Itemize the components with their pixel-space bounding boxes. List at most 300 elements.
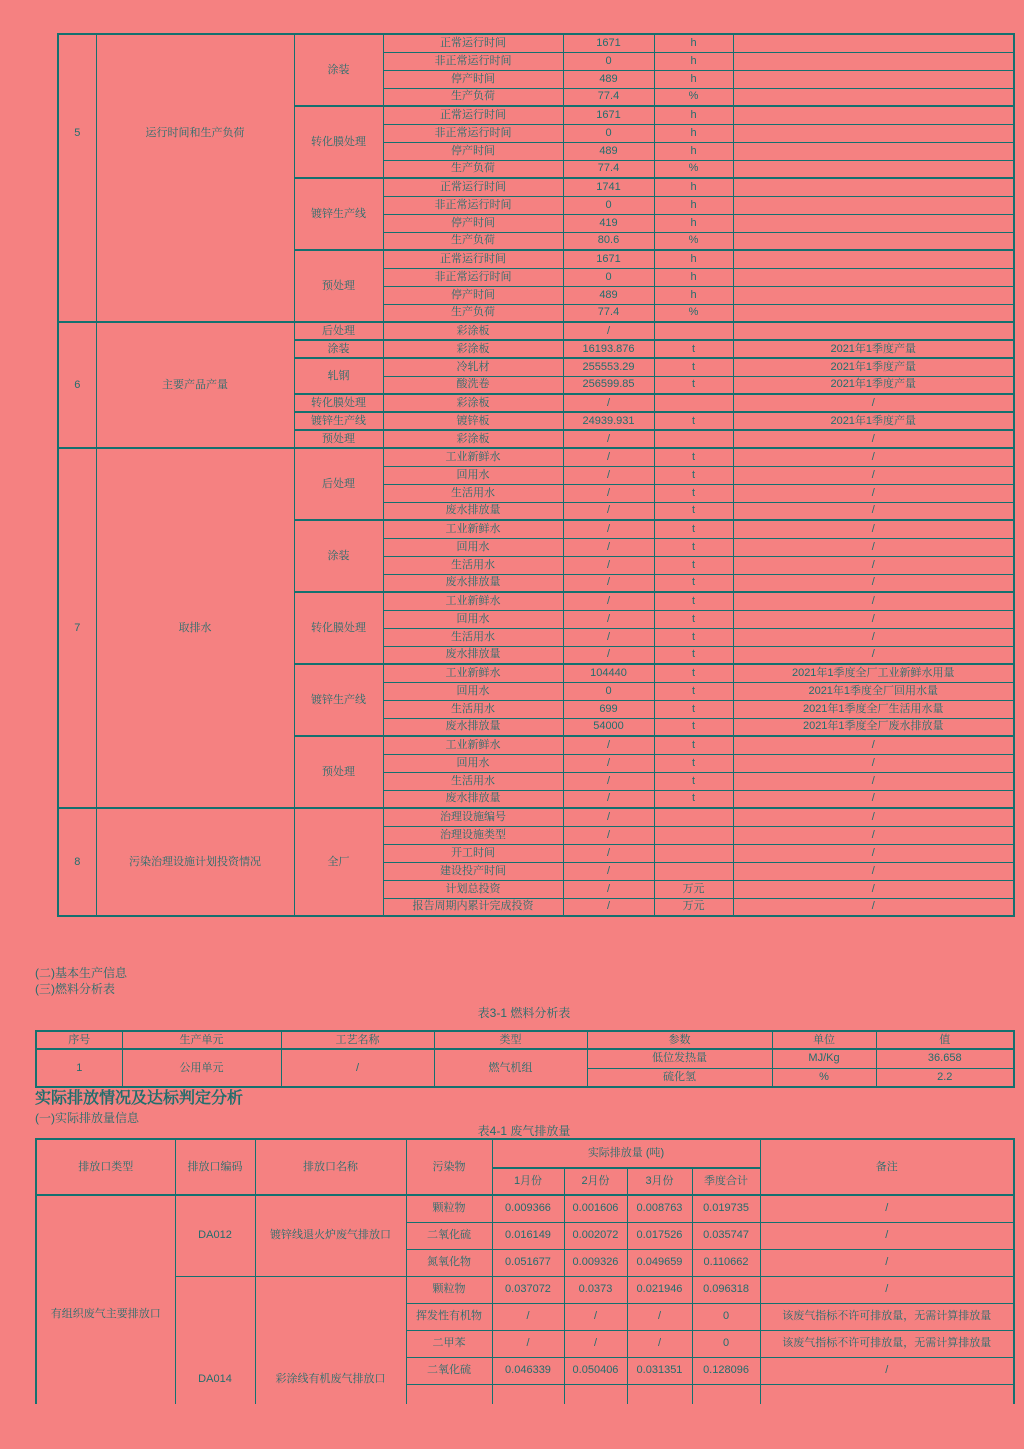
column-header: 3月份 (627, 1168, 692, 1195)
remark: / (760, 1249, 1014, 1276)
item-name: 废水排放量 (383, 790, 563, 808)
item-name: 废水排放量 (383, 646, 563, 664)
parameter-unit: % (772, 1068, 876, 1087)
item-unit: t (654, 538, 733, 556)
item-value: 77.4 (563, 160, 654, 178)
item-remark: / (733, 862, 1014, 880)
remark: / (760, 1222, 1014, 1249)
month3-value: 0.008763 (627, 1195, 692, 1222)
item-unit: % (654, 160, 733, 178)
table-header-row (36, 1031, 1014, 1049)
month3-value: 0.049659 (627, 1249, 692, 1276)
item-remark: 2021年1季度产量 (733, 358, 1014, 376)
quarter-total-value: 0.035747 (692, 1222, 760, 1249)
item-remark: 2021年1季度全厂生活用水量 (733, 700, 1014, 718)
item-remark: 2021年1季度产量 (733, 340, 1014, 358)
item-remark: / (733, 826, 1014, 844)
item-unit: % (654, 304, 733, 322)
actual-emission-heading: 实际排放情况及达标判定分析 (35, 1090, 244, 1107)
unit-name: 涂装 (294, 34, 383, 106)
item-remark: 2021年1季度产量 (733, 412, 1014, 430)
item-unit: t (654, 610, 733, 628)
month2-value: 0.001606 (564, 1195, 627, 1222)
item-unit: t (654, 718, 733, 736)
item-name: 彩涂板 (383, 340, 563, 358)
item-name: 生活用水 (383, 628, 563, 646)
item-value: / (563, 322, 654, 340)
table-header-row (36, 1139, 1014, 1168)
item-name: 镀锌板 (383, 412, 563, 430)
item-unit: h (654, 34, 733, 52)
unit-name: 转化膜处理 (294, 106, 383, 178)
item-unit: t (654, 376, 733, 394)
item-unit: t (654, 772, 733, 790)
table-row (58, 808, 1014, 826)
item-value: 1741 (563, 178, 654, 196)
item-unit: h (654, 142, 733, 160)
item-remark (733, 52, 1014, 70)
item-remark: / (733, 502, 1014, 520)
item-remark: / (733, 538, 1014, 556)
section-name: 污染治理设施计划投资情况 (96, 808, 294, 916)
item-name: 冷轧材 (383, 358, 563, 376)
quarter-total-value: 0.096318 (692, 1276, 760, 1303)
item-remark: / (733, 610, 1014, 628)
table-row (58, 34, 1014, 52)
item-value: 256599.85 (563, 376, 654, 394)
item-unit: t (654, 556, 733, 574)
item-name: 生活用水 (383, 772, 563, 790)
item-name: 工业新鲜水 (383, 592, 563, 610)
table-row (36, 1195, 1014, 1222)
item-unit: h (654, 286, 733, 304)
item-value: 80.6 (563, 232, 654, 250)
item-name: 非正常运行时间 (383, 52, 563, 70)
item-name: 非正常运行时间 (383, 196, 563, 214)
item-unit: t (654, 592, 733, 610)
item-value: 0 (563, 124, 654, 142)
parameter-name: 低位发热量 (587, 1049, 772, 1068)
item-remark (733, 142, 1014, 160)
section-number: 6 (58, 322, 96, 448)
item-unit: t (654, 484, 733, 502)
item-unit: t (654, 358, 733, 376)
item-name: 回用水 (383, 610, 563, 628)
item-unit: h (654, 178, 733, 196)
item-value: / (563, 394, 654, 412)
item-value: / (563, 502, 654, 520)
item-value: / (563, 574, 654, 592)
item-remark (733, 268, 1014, 286)
item-name: 酸洗卷 (383, 376, 563, 394)
item-remark (733, 70, 1014, 88)
item-name: 停产时间 (383, 286, 563, 304)
item-name: 生活用水 (383, 700, 563, 718)
quarter-total-value: 0 (692, 1330, 760, 1357)
column-header: 污染物 (406, 1139, 492, 1195)
item-value: / (563, 556, 654, 574)
item-remark: / (733, 592, 1014, 610)
item-value: 255553.29 (563, 358, 654, 376)
item-value: 0 (563, 268, 654, 286)
month1-value (492, 1384, 564, 1404)
item-unit: t (654, 682, 733, 700)
month2-value: 0.050406 (564, 1357, 627, 1384)
item-unit: t (654, 520, 733, 538)
item-value: / (563, 772, 654, 790)
month3-value: 0.021946 (627, 1276, 692, 1303)
heading-basic-production-info: (二)基本生产信息 (35, 966, 127, 980)
item-value: / (563, 844, 654, 862)
column-header: 实际排放量 (吨) (492, 1139, 760, 1168)
item-value: 104440 (563, 664, 654, 682)
serial-number: 1 (36, 1049, 122, 1087)
item-value: / (563, 646, 654, 664)
item-value: / (563, 880, 654, 898)
item-value: / (563, 592, 654, 610)
item-value: / (563, 448, 654, 466)
remark (760, 1384, 1014, 1404)
item-remark: / (733, 556, 1014, 574)
outlet-type: 有组织废气主要排放口 (36, 1195, 175, 1404)
column-header: 序号 (36, 1031, 122, 1049)
item-remark: / (733, 898, 1014, 916)
table31-title: 表3-1 燃料分析表 (477, 1006, 571, 1020)
outlet-name: 镀锌线退火炉废气排放口 (255, 1195, 406, 1276)
item-value: / (563, 754, 654, 772)
item-unit: t (654, 574, 733, 592)
item-remark: / (733, 430, 1014, 448)
item-unit: t (654, 664, 733, 682)
section-number: 5 (58, 34, 96, 322)
item-name: 正常运行时间 (383, 106, 563, 124)
section-number: 7 (58, 448, 96, 808)
item-unit (654, 322, 733, 340)
pollutant-name: 二甲苯 (406, 1330, 492, 1357)
item-unit: h (654, 250, 733, 268)
heading-fuel-analysis: (三)燃料分析表 (35, 982, 115, 996)
unit-name: 镀锌生产线 (294, 664, 383, 736)
pollutant-name (406, 1384, 492, 1404)
item-name: 生产负荷 (383, 88, 563, 106)
item-unit (654, 394, 733, 412)
item-value: 0 (563, 196, 654, 214)
item-unit (654, 430, 733, 448)
unit-name: 预处理 (294, 430, 383, 448)
production-info-table (57, 33, 1015, 917)
unit-name: 预处理 (294, 736, 383, 808)
parameter-name: 硫化氢 (587, 1068, 772, 1087)
item-unit (654, 808, 733, 826)
item-remark (733, 34, 1014, 52)
item-name: 非正常运行时间 (383, 268, 563, 286)
remark: 该废气指标不许可排放量，无需计算排放量 (760, 1303, 1014, 1330)
item-value: / (563, 538, 654, 556)
item-remark: / (733, 880, 1014, 898)
item-value: / (563, 808, 654, 826)
item-value: / (563, 790, 654, 808)
column-header: 生产单元 (122, 1031, 281, 1049)
item-value: 1671 (563, 106, 654, 124)
item-unit: h (654, 52, 733, 70)
item-name: 废水排放量 (383, 718, 563, 736)
item-unit (654, 826, 733, 844)
item-unit (654, 862, 733, 880)
item-unit: 万元 (654, 898, 733, 916)
item-remark: / (733, 574, 1014, 592)
parameter-value: 36.658 (876, 1049, 1014, 1068)
item-name: 正常运行时间 (383, 178, 563, 196)
table-row (36, 1276, 1014, 1303)
month2-value: 0.0373 (564, 1276, 627, 1303)
item-remark: / (733, 484, 1014, 502)
gas-emission-table (35, 1138, 1015, 1404)
item-name: 正常运行时间 (383, 250, 563, 268)
parameter-value: 2.2 (876, 1068, 1014, 1087)
item-remark (733, 124, 1014, 142)
item-name: 工业新鲜水 (383, 664, 563, 682)
item-remark (733, 106, 1014, 124)
item-remark (733, 304, 1014, 322)
item-name: 生活用水 (383, 556, 563, 574)
unit-name: 转化膜处理 (294, 394, 383, 412)
quarter-total-value: 0.128096 (692, 1357, 760, 1384)
table-row (58, 448, 1014, 466)
item-value: / (563, 430, 654, 448)
item-unit: h (654, 106, 733, 124)
item-value: / (563, 826, 654, 844)
item-remark (733, 196, 1014, 214)
column-header: 1月份 (492, 1168, 564, 1195)
item-remark: / (733, 448, 1014, 466)
item-name: 工业新鲜水 (383, 448, 563, 466)
item-unit: t (654, 448, 733, 466)
item-name: 回用水 (383, 466, 563, 484)
month2-value: / (564, 1303, 627, 1330)
item-name: 生产负荷 (383, 160, 563, 178)
item-value: 16193.876 (563, 340, 654, 358)
item-remark (733, 88, 1014, 106)
item-unit: t (654, 736, 733, 754)
item-remark (733, 322, 1014, 340)
section-name: 运行时间和生产负荷 (96, 34, 294, 322)
month1-value: 0.009366 (492, 1195, 564, 1222)
item-name: 停产时间 (383, 142, 563, 160)
table41-title: 表4-1 废气排放量 (477, 1124, 571, 1138)
item-value: 419 (563, 214, 654, 232)
item-name: 停产时间 (383, 214, 563, 232)
item-value: 489 (563, 286, 654, 304)
item-remark: 2021年1季度全厂废水排放量 (733, 718, 1014, 736)
month1-value: / (492, 1330, 564, 1357)
column-header: 值 (876, 1031, 1014, 1049)
item-value: 699 (563, 700, 654, 718)
item-unit: t (654, 628, 733, 646)
item-value: 77.4 (563, 88, 654, 106)
item-unit: t (654, 340, 733, 358)
item-unit (654, 844, 733, 862)
item-remark: / (733, 466, 1014, 484)
column-header: 季度合计 (692, 1168, 760, 1195)
item-remark (733, 160, 1014, 178)
column-header: 备注 (760, 1139, 1014, 1195)
item-value: 489 (563, 70, 654, 88)
item-name: 废水排放量 (383, 502, 563, 520)
remark: / (760, 1195, 1014, 1222)
unit-name: 全厂 (294, 808, 383, 916)
item-unit: % (654, 232, 733, 250)
item-name: 回用水 (383, 538, 563, 556)
pollutant-name: 二氧化硫 (406, 1222, 492, 1249)
month1-value: 0.051677 (492, 1249, 564, 1276)
item-value: 0 (563, 52, 654, 70)
item-name: 正常运行时间 (383, 34, 563, 52)
fuel-analysis-table (35, 1030, 1015, 1088)
item-name: 生产负荷 (383, 232, 563, 250)
item-name: 彩涂板 (383, 322, 563, 340)
item-value: 1671 (563, 250, 654, 268)
pollutant-name: 二氧化硫 (406, 1357, 492, 1384)
item-name: 工业新鲜水 (383, 736, 563, 754)
month1-value: / (492, 1303, 564, 1330)
item-unit: t (654, 700, 733, 718)
remark: 该废气指标不许可排放量，无需计算排放量 (760, 1330, 1014, 1357)
item-value: / (563, 520, 654, 538)
item-unit: h (654, 70, 733, 88)
item-name: 停产时间 (383, 70, 563, 88)
month2-value: 0.009326 (564, 1249, 627, 1276)
item-unit: h (654, 214, 733, 232)
pollutant-name: 颗粒物 (406, 1195, 492, 1222)
item-remark (733, 178, 1014, 196)
item-value: 0 (563, 682, 654, 700)
month3-value: / (627, 1303, 692, 1330)
item-remark: / (733, 754, 1014, 772)
unit-name: 镀锌生产线 (294, 412, 383, 430)
item-remark: 2021年1季度全厂工业新鲜水用量 (733, 664, 1014, 682)
item-name: 回用水 (383, 754, 563, 772)
quarter-total-value (692, 1384, 760, 1404)
fuel-type: 燃气机组 (434, 1049, 587, 1087)
remark: / (760, 1357, 1014, 1384)
month1-value: 0.016149 (492, 1222, 564, 1249)
item-remark (733, 250, 1014, 268)
column-header: 工艺名称 (281, 1031, 434, 1049)
production-unit: 公用单元 (122, 1049, 281, 1087)
item-value: 77.4 (563, 304, 654, 322)
item-value: 54000 (563, 718, 654, 736)
item-value: / (563, 898, 654, 916)
item-name: 计划总投资 (383, 880, 563, 898)
column-header: 排放口类型 (36, 1139, 175, 1195)
section-name: 主要产品产量 (96, 322, 294, 448)
item-remark: 2021年1季度产量 (733, 376, 1014, 394)
month3-value: / (627, 1330, 692, 1357)
item-name: 建设投产时间 (383, 862, 563, 880)
item-unit: t (654, 502, 733, 520)
pollutant-name: 氮氧化物 (406, 1249, 492, 1276)
outlet-code: DA014 (175, 1276, 255, 1404)
unit-name: 涂装 (294, 340, 383, 358)
unit-name: 轧钢 (294, 358, 383, 394)
unit-name: 后处理 (294, 448, 383, 520)
column-header: 类型 (434, 1031, 587, 1049)
item-value: 489 (563, 142, 654, 160)
table-row (58, 322, 1014, 340)
item-unit: h (654, 268, 733, 286)
column-header: 排放口编码 (175, 1139, 255, 1195)
column-header: 2月份 (564, 1168, 627, 1195)
heading-actual-emission-info: (一)实际排放量信息 (35, 1111, 139, 1125)
item-name: 彩涂板 (383, 430, 563, 448)
item-unit: t (654, 646, 733, 664)
item-name: 非正常运行时间 (383, 124, 563, 142)
table-row (36, 1049, 1014, 1068)
item-remark: / (733, 790, 1014, 808)
item-name: 生活用水 (383, 484, 563, 502)
quarter-total-value: 0.019735 (692, 1195, 760, 1222)
item-name: 废水排放量 (383, 574, 563, 592)
remark: / (760, 1276, 1014, 1303)
outlet-code: DA012 (175, 1195, 255, 1276)
item-unit: h (654, 124, 733, 142)
item-remark (733, 214, 1014, 232)
section-number: 8 (58, 808, 96, 916)
item-remark: 2021年1季度全厂回用水量 (733, 682, 1014, 700)
item-remark: / (733, 628, 1014, 646)
unit-name: 预处理 (294, 250, 383, 322)
item-name: 彩涂板 (383, 394, 563, 412)
item-unit: t (654, 754, 733, 772)
item-name: 治理设施编号 (383, 808, 563, 826)
unit-name: 后处理 (294, 322, 383, 340)
quarter-total-value: 0.110662 (692, 1249, 760, 1276)
month2-value: 0.002072 (564, 1222, 627, 1249)
item-remark: / (733, 736, 1014, 754)
item-name: 报告周期内累计完成投资 (383, 898, 563, 916)
unit-name: 转化膜处理 (294, 592, 383, 664)
section-name: 取排水 (96, 448, 294, 808)
item-unit: t (654, 466, 733, 484)
item-remark: / (733, 646, 1014, 664)
item-value: 24939.931 (563, 412, 654, 430)
item-value: / (563, 610, 654, 628)
item-unit: t (654, 790, 733, 808)
item-unit: t (654, 412, 733, 430)
item-name: 治理设施类型 (383, 826, 563, 844)
item-remark: / (733, 844, 1014, 862)
item-name: 回用水 (383, 682, 563, 700)
column-header: 排放口名称 (255, 1139, 406, 1195)
item-value: / (563, 628, 654, 646)
item-remark: / (733, 808, 1014, 826)
item-name: 工业新鲜水 (383, 520, 563, 538)
item-value: / (563, 484, 654, 502)
parameter-unit: MJ/Kg (772, 1049, 876, 1068)
item-value: 1671 (563, 34, 654, 52)
pollutant-name: 挥发性有机物 (406, 1303, 492, 1330)
month2-value (564, 1384, 627, 1404)
item-name: 开工时间 (383, 844, 563, 862)
month1-value: 0.037072 (492, 1276, 564, 1303)
month3-value: 0.031351 (627, 1357, 692, 1384)
item-value: / (563, 862, 654, 880)
unit-name: 镀锌生产线 (294, 178, 383, 250)
quarter-total-value: 0 (692, 1303, 760, 1330)
item-unit: h (654, 196, 733, 214)
item-remark: / (733, 394, 1014, 412)
pollutant-name: 颗粒物 (406, 1276, 492, 1303)
